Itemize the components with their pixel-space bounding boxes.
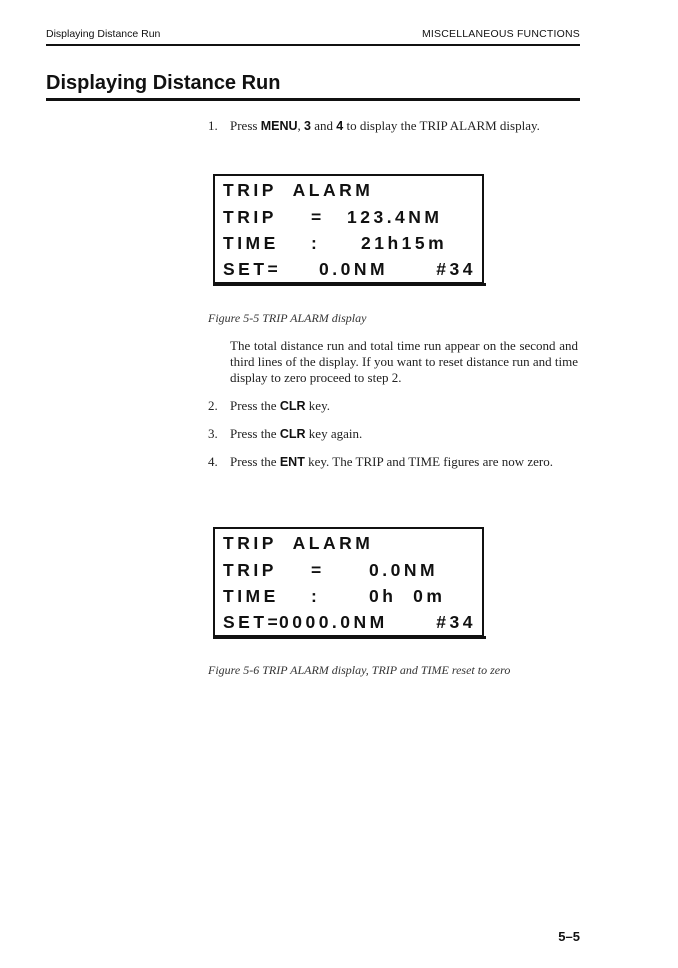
step-text-part: Press <box>230 118 261 133</box>
display-line-2 <box>223 558 478 584</box>
figure-caption-5-6: Figure 5-6 TRIP ALARM display, TRIP and TIME reset to zero <box>208 663 511 677</box>
step-text-part: to display the TRIP ALARM display. <box>343 118 540 133</box>
set-id: #34 <box>436 612 476 632</box>
step-text-part: Press the <box>230 398 280 413</box>
display-line-1 <box>223 531 478 557</box>
set-value: 0000.0NM <box>279 612 388 632</box>
step-text-part: Press the <box>230 426 280 441</box>
display-line-4 <box>223 610 478 636</box>
trip-value: 0.0NM <box>369 560 439 580</box>
figure-caption-5-5: Figure 5-5 TRIP ALARM display <box>208 311 367 325</box>
time-label: TIME <box>223 586 279 606</box>
time-value: 21h15m <box>361 233 448 253</box>
set-id: #34 <box>436 259 476 279</box>
time-separator: : <box>311 233 321 253</box>
step-number: 4. <box>208 454 218 469</box>
display-line-3 <box>223 584 478 610</box>
step-text-part: key. The TRIP and TIME figures are now zero. <box>304 454 553 469</box>
set-label: SET= <box>223 259 282 279</box>
trip-separator: = <box>311 560 325 580</box>
step-text-part: key again. <box>305 426 363 441</box>
trip-alarm-display <box>213 174 484 284</box>
key-clr: CLR <box>279 427 306 441</box>
step-text-part: key. <box>305 398 330 413</box>
set-value: 0.0NM <box>319 259 389 279</box>
time-label: TIME <box>223 233 279 253</box>
key-3: 3 <box>304 119 311 133</box>
page-number: 5–5 <box>558 929 580 944</box>
time-separator: : <box>311 586 321 606</box>
time-value: 0h 0m <box>369 586 446 606</box>
section-rule <box>46 98 580 101</box>
step-number: 2. <box>208 398 218 413</box>
running-header-right: MISCELLANEOUS FUNCTIONS <box>421 28 580 40</box>
trip-alarm-reset-display <box>213 527 484 637</box>
step-text <box>230 426 580 442</box>
step-number: 3. <box>208 426 218 441</box>
trip-label: TRIP <box>223 560 277 580</box>
key-menu: MENU <box>260 119 298 133</box>
step-text <box>230 398 580 414</box>
display-title: TRIP ALARM <box>223 533 374 553</box>
set-label: SET= <box>223 612 282 632</box>
display-line-2 <box>223 205 478 231</box>
trip-value: 123.4NM <box>347 207 443 227</box>
display-line-4 <box>223 257 478 283</box>
key-ent: ENT <box>279 455 305 469</box>
key-4: 4 <box>336 119 344 133</box>
header-rule <box>46 44 580 46</box>
section-title: Displaying Distance Run <box>46 72 281 94</box>
display-line-1 <box>223 178 478 204</box>
step-text-part: Press the <box>230 454 280 469</box>
display-line-3 <box>223 231 478 257</box>
step-text <box>230 118 580 134</box>
step-number: 1. <box>208 118 218 133</box>
step-text-part: and <box>310 118 337 133</box>
trip-separator: = <box>311 207 325 227</box>
display-title: TRIP ALARM <box>223 180 374 200</box>
key-clr: CLR <box>279 399 306 413</box>
explanation-paragraph: The total distance run and total time run appear on the second and third lines of the display. If you want to reset distance run and time display to zero proceed to step 2. <box>230 338 578 385</box>
running-header-left: Displaying Distance Run <box>46 28 161 40</box>
step-text-part: , <box>297 118 305 133</box>
trip-label: TRIP <box>223 207 277 227</box>
step-text <box>230 454 578 470</box>
